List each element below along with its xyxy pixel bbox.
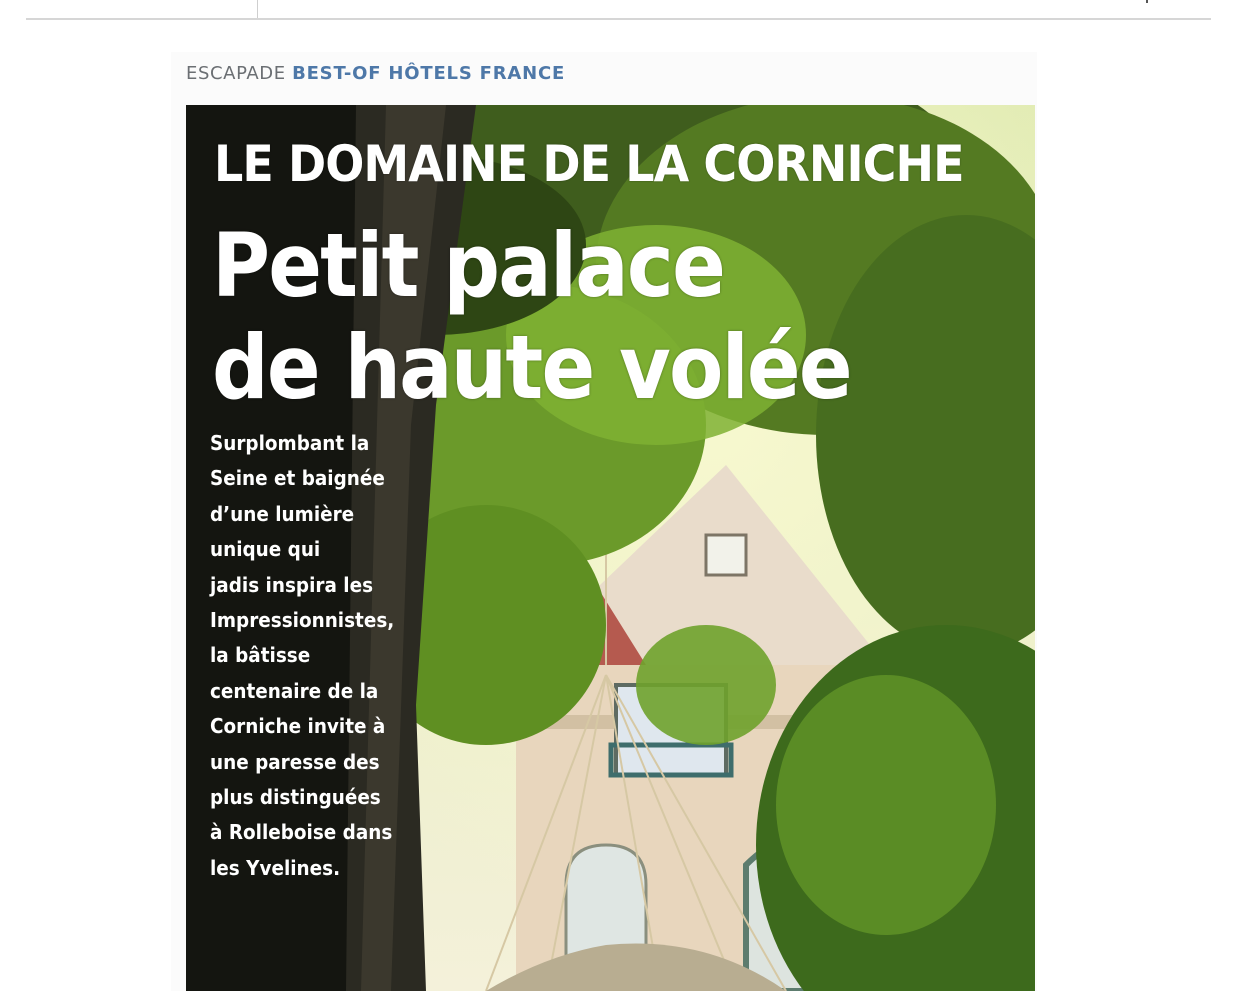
lede-line: une paresse des bbox=[210, 749, 380, 774]
article-title: LE DOMAINE DE LA CORNICHE bbox=[214, 135, 964, 193]
lede-line: à Rolleboise dans bbox=[210, 820, 393, 845]
kicker-section: BEST-OF HÔTELS FRANCE bbox=[292, 63, 566, 84]
lede-line: Seine et baignée bbox=[210, 466, 385, 491]
lede-line: d’une lumière bbox=[210, 501, 355, 526]
hero-photo bbox=[186, 105, 1035, 991]
lede-line: plus distinguées bbox=[210, 785, 381, 810]
toolbar-marker bbox=[1146, 0, 1148, 3]
magazine-page bbox=[171, 52, 1037, 991]
lede-line: centenaire de la bbox=[210, 678, 379, 703]
lede-line: Surplombant la bbox=[210, 431, 370, 455]
section-kicker bbox=[186, 63, 565, 84]
lede-line: les Yvelines. bbox=[210, 855, 341, 880]
headline-line-1: Petit palace bbox=[212, 214, 725, 317]
lede-line: jadis inspira les bbox=[210, 572, 374, 597]
viewer-toolbar bbox=[0, 0, 1239, 22]
toolbar-divider bbox=[257, 0, 258, 18]
kicker-prefix: ESCAPADE bbox=[186, 63, 286, 84]
article-lede bbox=[210, 426, 403, 886]
lede-line: Impressionnistes, bbox=[210, 608, 395, 633]
lede-line: la bâtisse bbox=[210, 643, 311, 668]
headline-line-2: de haute volée bbox=[212, 316, 851, 419]
lede-line: unique qui bbox=[210, 537, 321, 562]
lede-line: Corniche invite à bbox=[210, 714, 386, 739]
article-headline bbox=[212, 215, 851, 419]
toolbar-bottom-rule bbox=[26, 18, 1211, 20]
